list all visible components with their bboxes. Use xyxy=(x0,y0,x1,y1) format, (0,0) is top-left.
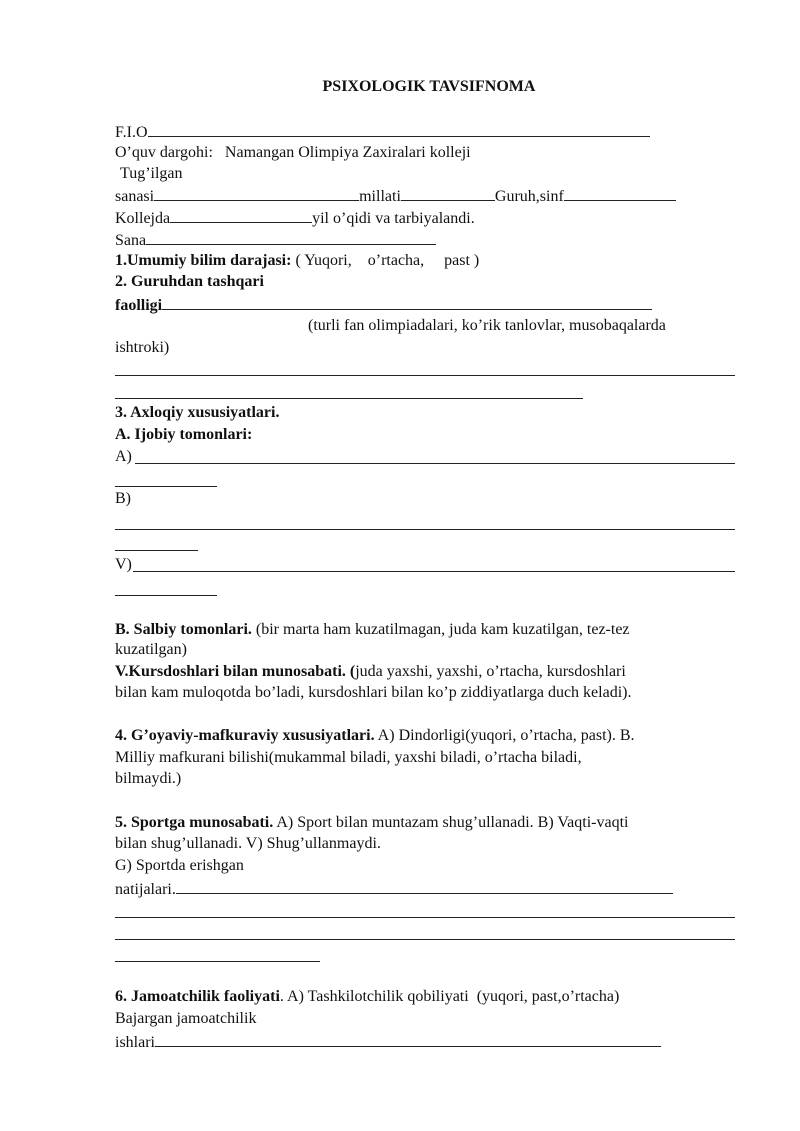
section-3v xyxy=(115,662,626,682)
birth-date-label: sanasi xyxy=(115,188,155,205)
section-5-results-label: natijalari. xyxy=(115,881,176,898)
section-3b-cont xyxy=(115,640,187,660)
college-prefix: Kollejda xyxy=(115,210,171,227)
group-field[interactable] xyxy=(564,185,676,201)
section-3b xyxy=(115,620,630,640)
item-b-field[interactable] xyxy=(115,529,735,530)
section-4-text: A) Dindorligi(yuqori, o’rtacha, past). B. xyxy=(374,727,635,744)
section-2-title: 2. Guruhdan tashqari xyxy=(115,273,264,290)
section-3b-text-2: kuzatilgan) xyxy=(115,641,187,658)
section-2-note-text-2: ishtroki) xyxy=(115,339,170,356)
college-years-field[interactable] xyxy=(170,207,312,223)
item-v-field[interactable] xyxy=(133,571,735,572)
section-1 xyxy=(115,251,479,271)
item-a-line xyxy=(115,447,132,467)
birth-label-line xyxy=(120,164,183,184)
section-4-cont-2 xyxy=(115,769,181,789)
item-a-field-cont[interactable] xyxy=(115,486,217,487)
group-label: Guruh,sinf xyxy=(494,188,564,205)
section-4-title: 4. G’oyaviy-mafkuraviy xususiyatlari. xyxy=(115,727,375,744)
section-2-activity-label: faolligi xyxy=(115,297,163,314)
section-3 xyxy=(115,403,279,423)
section-3v-text: juda yaxshi, yaxshi, o’rtacha, kursdoshlari xyxy=(355,663,626,680)
section-5-title: 5. Sportga munosabati. xyxy=(115,814,274,831)
birth-nationality-line xyxy=(115,185,676,207)
section-5-text: A) Sport bilan muntazam shug’ullanadi. B) Vaqti-vaqti xyxy=(273,814,629,831)
birth-label: Tug’ilgan xyxy=(120,165,183,182)
section-6-title: 6. Jamoatchilik faoliyati xyxy=(115,988,280,1005)
item-v-label: V) xyxy=(115,556,132,573)
section-3a xyxy=(115,425,252,445)
activity-line-2[interactable] xyxy=(115,398,583,399)
section-2-note-cont xyxy=(115,338,169,358)
item-a-label: A) xyxy=(115,448,132,465)
section-3b-title: B. Salbiy tomonlari. xyxy=(115,621,252,638)
college-suffix: yil o’qidi va tarbiyalandi. xyxy=(312,210,475,227)
section-4-cont xyxy=(115,748,582,768)
section-5-cont-2 xyxy=(115,856,244,876)
fio-line xyxy=(115,121,650,143)
section-2-note-text: (turli fan olimpiadalari, ko’rik tanlovlar, musobaqalarda xyxy=(308,317,666,334)
section-1-title: 1.Umumiy bilim darajasi: xyxy=(115,252,292,269)
section-2-title-line xyxy=(115,272,264,292)
document-title: PSIXOLOGIK TAVSIFNOMA xyxy=(322,78,536,95)
fio-field[interactable] xyxy=(148,121,650,137)
section-6-works-line xyxy=(115,1031,661,1053)
section-6 xyxy=(115,987,619,1007)
fio-label: F.I.O xyxy=(115,124,148,141)
section-5-cont xyxy=(115,834,381,854)
section-3v-title: V.Kursdoshlari bilan munosabati. ( xyxy=(115,663,356,680)
sport-results-field[interactable] xyxy=(176,878,673,894)
study-place-line xyxy=(115,143,471,163)
section-5-text-3: G) Sportda erishgan xyxy=(115,857,244,874)
item-b-line xyxy=(115,489,131,509)
activity-field[interactable] xyxy=(162,294,652,310)
item-b-label: B) xyxy=(115,490,131,507)
college-line xyxy=(115,207,475,229)
activity-line-1[interactable] xyxy=(115,375,735,376)
section-6-works-label: ishlari xyxy=(115,1034,155,1051)
section-3b-text: (bir marta ham kuzatilmagan, juda kam kuzatilgan, tez-tez xyxy=(251,621,630,638)
item-b-field-cont[interactable] xyxy=(115,550,198,551)
section-6-cont xyxy=(115,1009,256,1029)
section-3v-cont xyxy=(115,683,631,703)
section-4 xyxy=(115,726,635,746)
public-works-field[interactable] xyxy=(155,1031,661,1047)
section-2-note xyxy=(308,316,666,336)
birth-date-field[interactable] xyxy=(154,185,359,201)
section-5-results-line xyxy=(115,878,673,900)
item-v-line xyxy=(115,555,132,575)
section-1-options: ( Yuqori, o’rtacha, past ) xyxy=(295,252,480,269)
section-6-text: . A) Tashkilotchilik qobiliyati (yuqori, past,o’rtacha) xyxy=(279,988,620,1005)
sport-results-line-2[interactable] xyxy=(115,939,735,940)
nationality-label: millati xyxy=(359,188,401,205)
section-5-text-2: bilan shug’ullanadi. V) Shug’ullanmaydi. xyxy=(115,835,381,852)
item-v-field-cont[interactable] xyxy=(115,595,217,596)
sport-results-line-3[interactable] xyxy=(115,961,320,962)
section-3v-text-2: bilan kam muloqotda bo’ladi, kursdoshlari bilan ko’p ziddiyatlarga duch keladi). xyxy=(115,684,632,701)
section-3-title: 3. Axloqiy xususiyatlari. xyxy=(115,404,280,421)
section-4-text-2: Milliy mafkurani bilishi(mukammal biladi, yaxshi biladi, o’rtacha biladi, xyxy=(115,749,582,766)
nationality-field[interactable] xyxy=(401,185,495,201)
section-5 xyxy=(115,813,628,833)
item-a-field[interactable] xyxy=(135,463,735,464)
section-4-text-3: bilmaydi.) xyxy=(115,770,182,787)
section-3a-title: A. Ijobiy tomonlari: xyxy=(115,426,253,443)
section-2-activity-line xyxy=(115,294,652,316)
study-place-label: O’quv dargohi: xyxy=(115,144,213,161)
sport-results-line-1[interactable] xyxy=(115,917,735,918)
section-6-text-2: Bajargan jamoatchilik xyxy=(115,1010,257,1027)
study-place-value: Namangan Olimpiya Zaxiralari kolleji xyxy=(224,144,471,161)
date-label: Sana xyxy=(115,232,147,249)
date-line xyxy=(115,229,436,251)
date-field[interactable] xyxy=(146,229,436,245)
